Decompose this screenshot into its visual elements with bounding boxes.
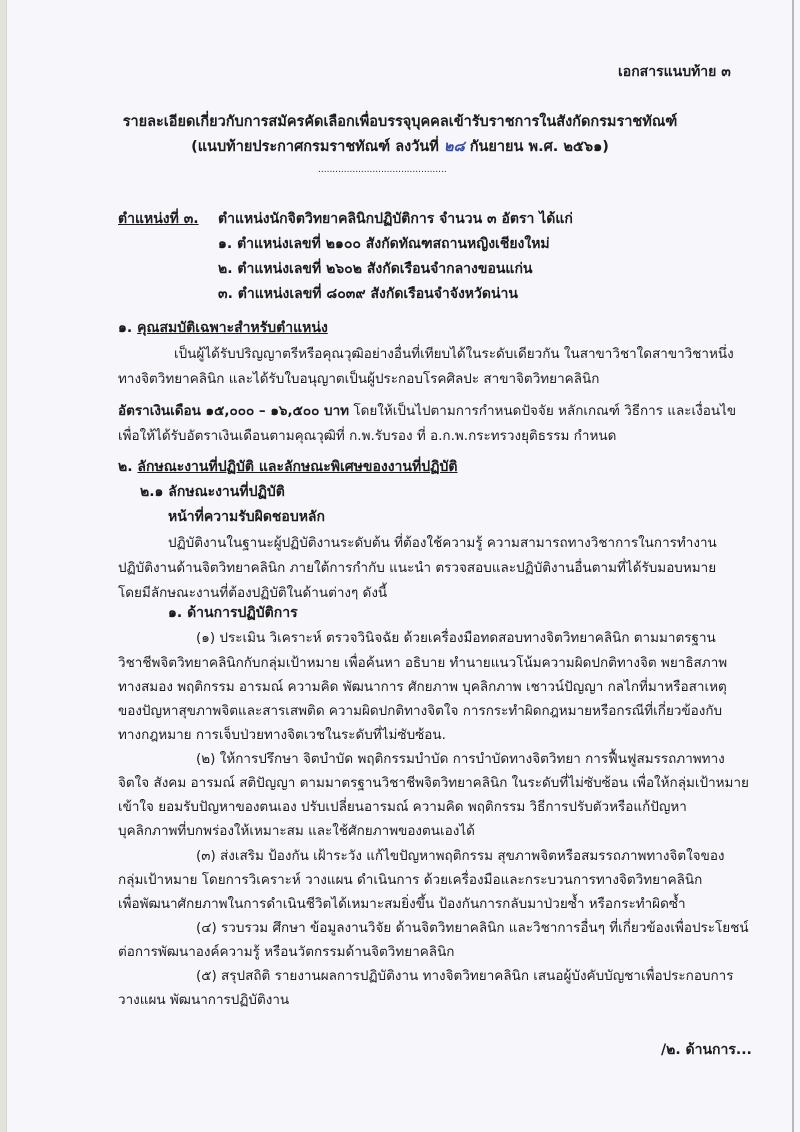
- salary-line2: เพื่อให้ได้รับอัตราเงินเดือนตามคุณวุฒิที่ ก.พ.รับรอง ที่ อ.ก.พ.กระทรวงยุติธรรม กำหนด: [118, 428, 617, 444]
- attachment-label: เอกสารแนบท้าย ๓: [618, 64, 731, 80]
- section1-number: ๑.: [118, 320, 133, 336]
- section2-title: ลักษณะงานที่ปฏิบัติ และลักษณะพิเศษของงานที่ปฏิบัติ: [137, 459, 458, 475]
- section1-para-line: ทางจิตวิทยาคลินิก และได้รับใบอนุญาตเป็นผู้ประกอบโรคศิลปะ สาขาจิตวิทยาคลินิก: [118, 371, 600, 387]
- duty-2-line: (๒) ให้การปรึกษา จิตบำบัด พฤติกรรมบำบัด การบำบัดทางจิตวิทยา การฟื้นฟูสมรรถภาพทาง: [196, 751, 725, 767]
- intro-line: โดยมีลักษณะงานที่ต้องปฏิบัติในด้านต่างๆ ดังนี้: [118, 585, 388, 601]
- position-item: ๓. ตำแหน่งเลขที่ ๘๐๓๙ สังกัดเรือนจำจังหวัดน่าน: [218, 286, 518, 302]
- duty-3-line: (๓) ส่งเสริม ป้องกัน เฝ้าระวัง แก้ไขปัญหาพฤติกรรม สุขภาพจิตหรือสมรรถภาพทางจิตใจของ: [196, 848, 725, 864]
- intro-line: ปฏิบัติงานในฐานะผู้ปฏิบัติงานระดับต้น ที่ต้องใช้ความรู้ ความสามารถทางวิชาการในการทำงาน: [168, 535, 717, 551]
- duty-2-line: เข้าใจ ยอมรับปัญหาของตนเอง ปรับเปลี่ยนอารมณ์ ความคิด พฤติกรรม วิธีการปรับตัวหรือแก้ปัญหา: [118, 799, 687, 815]
- duty-5-line: วางแผน พัฒนาการปฏิบัติงาน: [118, 992, 290, 1008]
- subtitle-suffix: กันยายน พ.ศ. ๒๕๖๑): [469, 139, 609, 155]
- position-item: ๒. ตำแหน่งเลขที่ ๒๖๐๒ สังกัดเรือนจำกลางขอนแก่น: [218, 261, 533, 277]
- duty-4-line: (๔) รวบรวม ศึกษา ข้อมูลงานวิจัย ด้านจิตวิทยาคลินิก และวิชาการอื่นๆ ที่เกี่ยวข้องเพื่อประโยชน์: [196, 920, 749, 936]
- section1-heading: [118, 318, 328, 338]
- duty-2-line: จิตใจ สังคม อารมณ์ สติปัญญา ตามมาตรฐานวิชาชีพจิตวิทยาคลินิก ในระดับที่ไม่ซับซ้อน เพื่อให้กลุ่มเป้าหมาย: [118, 775, 749, 791]
- document-title: รายละเอียดเกี่ยวกับการสมัครคัดเลือกเพื่อบรรจุบุคคลเข้ารับราชการในสังกัดกรมราชทัณฑ์: [122, 114, 678, 130]
- document-subtitle: [0, 137, 800, 157]
- duty-3-line: กลุ่มเป้าหมาย โดยการวิเคราะห์ วางแผน ดำเนินการ ด้วยเครื่องมือและกระบวนการทางจิตวิทยาคลินิก: [118, 872, 703, 888]
- duty-1-line: ทางสมอง พฤติกรรม อารมณ์ ความคิด พัฒนาการ ศักยภาพ บุคลิกภาพ เชาวน์ปัญญา กลไกที่มาหรือสาเหตุ: [118, 679, 727, 695]
- position-item: ๑. ตำแหน่งเลขที่ ๒๑๐๐ สังกัดทัณฑสถานหญิงเชียงใหม่: [218, 236, 550, 252]
- salary-range: อัตราเงินเดือน ๑๕,๐๐๐ – ๑๖,๕๐๐ บาท: [118, 403, 350, 419]
- position-label: ตำแหน่งที่ ๓.: [118, 211, 199, 227]
- section1-title: คุณสมบัติเฉพาะสำหรับตำแหน่ง: [137, 320, 328, 336]
- section2-number: ๒.: [118, 459, 133, 475]
- section2-heading: [118, 457, 457, 477]
- position-description: ตำแหน่งนักจิตวิทยาคลินิกปฏิบัติการ จำนวน ๓ อัตรา ได้แก่: [218, 211, 573, 227]
- duty-5-line: (๕) สรุปสถิติ รายงานผลการปฏิบัติงาน ทางจิตวิทยาคลินิก เสนอผู้บังคับบัญชาเพื่อประกอบการ: [196, 968, 734, 984]
- duty-1-line: ของปัญหาสุขภาพจิตและสารเสพติด ความผิดปกติทางจิตใจ การกระทำผิดกฎหมายหรือกรณีที่เกี่ยวข้องกับ: [118, 703, 723, 719]
- duty-3-line: เพื่อพัฒนาศักยภาพในการดำเนินชีวิตได้เหมาะสมยิ่งขึ้น ป้องกันการกลับมาป่วยซ้ำ หรือกระทำผิดซ้ำ: [118, 896, 686, 912]
- duty-1-line: ทางกฎหมาย การเจ็บป่วยทางจิตเวชในระดับที่ไม่ซับซ้อน.: [118, 727, 446, 743]
- section1-para-line: เป็นผู้ได้รับปริญญาตรีหรือคุณวุฒิอย่างอื่นที่เทียบได้ในระดับเดียวกัน ในสาขาวิชาใดสาขาวิชาหนึ่ง: [174, 346, 734, 362]
- area1-heading: ๑. ด้านการปฏิบัติการ: [168, 605, 298, 621]
- section2-1-heading: ๒.๑ ลักษณะงานที่ปฏิบัติ: [140, 484, 285, 500]
- handwritten-day: ๒๘: [443, 139, 465, 155]
- duty-1-line: วิชาชีพจิตวิทยาคลินิกกับกลุ่มเป้าหมาย เพื่อค้นหา อธิบาย ทำนายแนวโน้มความผิดปกติทางจิต พยาธิสภาพ: [118, 655, 728, 671]
- salary-conditions: โดยให้เป็นไปตามการกำหนดปัจจัย หลักเกณฑ์ วิธีการ และเงื่อนไข: [349, 403, 737, 419]
- salary-line: [118, 401, 736, 421]
- duty-heading: หน้าที่ความรับผิดชอบหลัก: [168, 509, 325, 525]
- continuation-marker: /๒. ด้านการ...: [661, 1042, 752, 1058]
- duty-1-line: (๑) ประเมิน วิเคราะห์ ตรวจวินิจฉัย ด้วยเครื่องมือทดสอบทางจิตวิทยาคลินิก ตามมาตรฐาน: [196, 630, 716, 646]
- subtitle-prefix: (แนบท้ายประกาศกรมราชทัณฑ์ ลงวันที่: [191, 139, 439, 155]
- title-separator: .............................................: [318, 165, 447, 175]
- duty-2-line: บุคลิกภาพที่บกพร่องให้เหมาะสม และใช้ศักยภาพของตนเองได้: [118, 823, 475, 839]
- intro-line: ปฏิบัติงานด้านจิตวิทยาคลินิก ภายใต้การกำกับ แนะนำ ตรวจสอบและปฏิบัติงานอื่นตามที่ได้รับมอบหมาย: [118, 560, 717, 576]
- duty-4-line: ต่อการพัฒนาองค์ความรู้ หรือนวัตกรรมด้านจิตวิทยาคลินิก: [118, 944, 455, 960]
